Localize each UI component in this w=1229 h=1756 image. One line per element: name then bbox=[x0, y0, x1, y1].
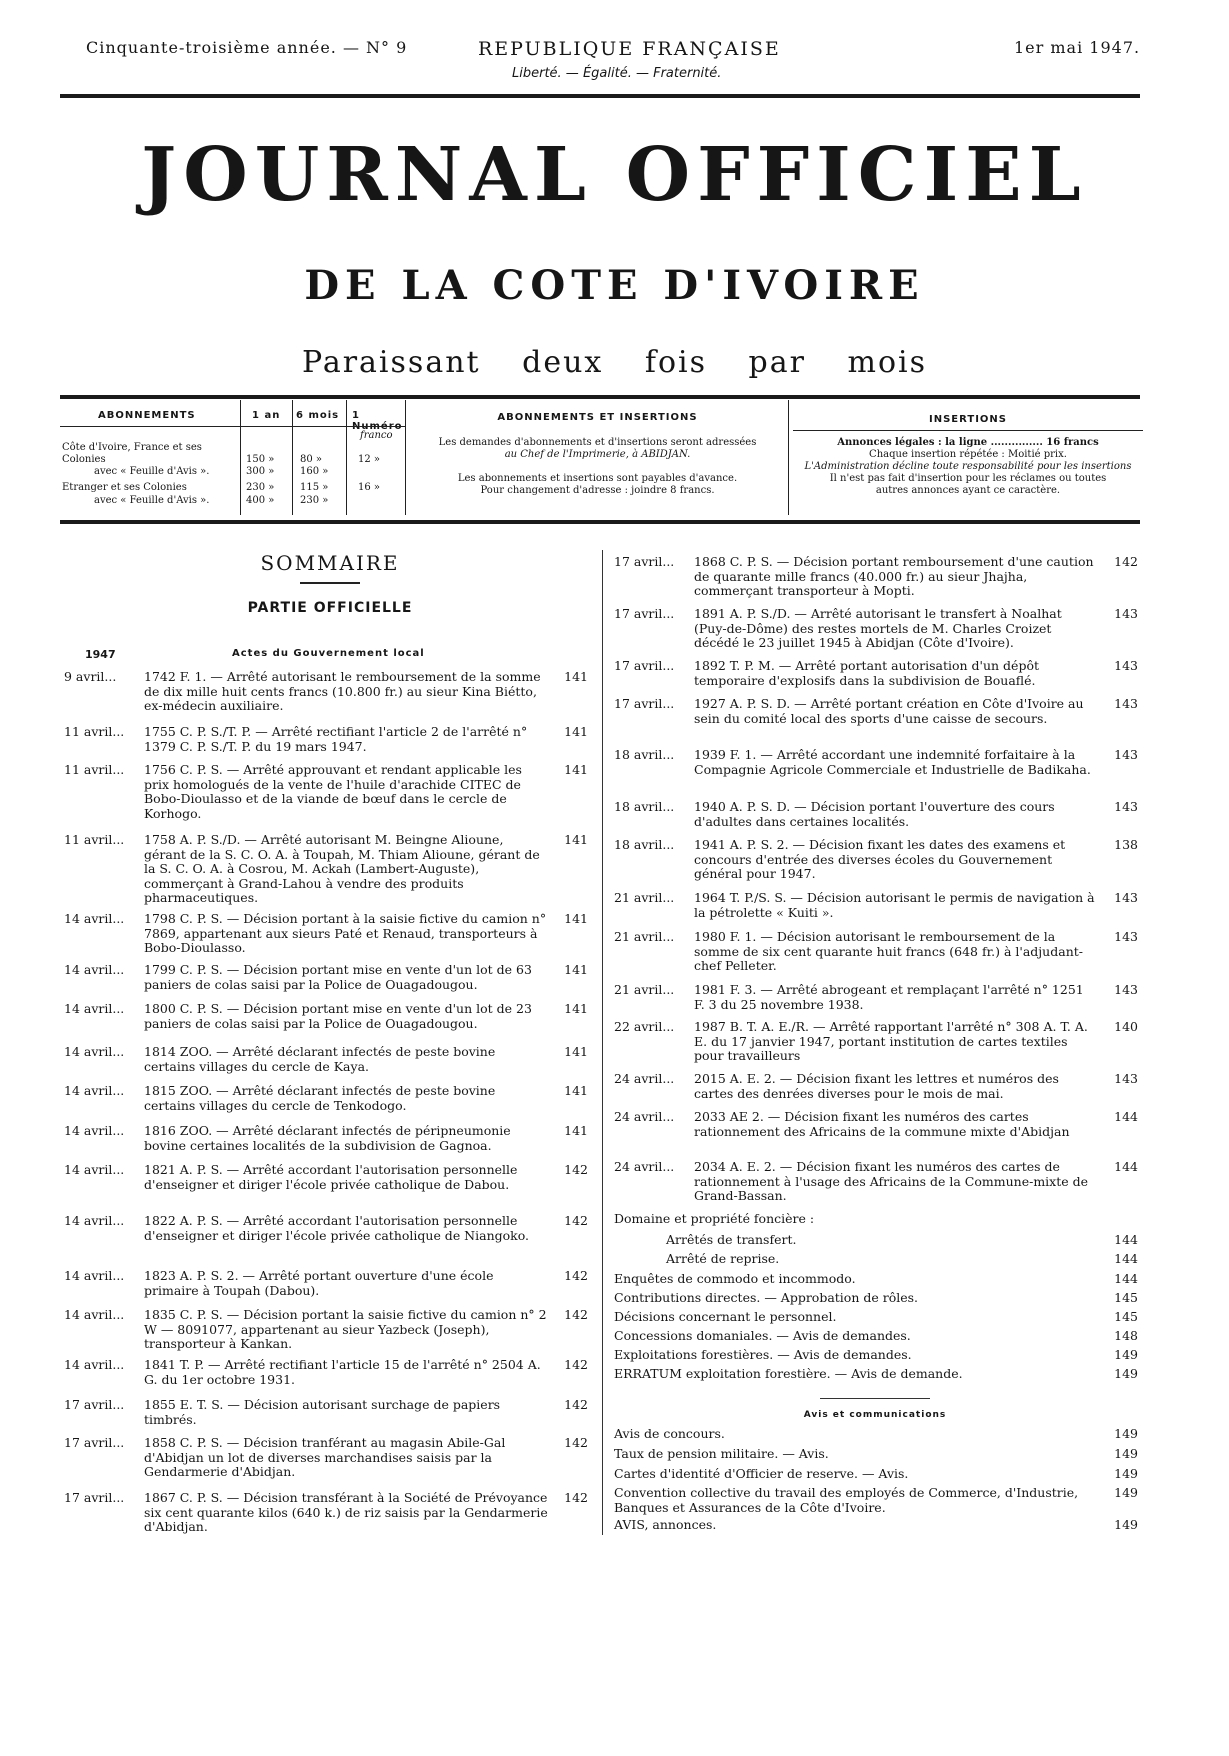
entry-text: 1798 C. P. S. — Décision portant à la saisie fictive du camion n° 7869, appartenant aux sieurs Paté et Renaud, transporteurs à Bobo-Dioulasso. bbox=[144, 911, 547, 955]
entry-date: 9 avril... bbox=[64, 669, 117, 684]
abon-row-mois: 160 » bbox=[300, 466, 329, 477]
entry-page: 141 bbox=[564, 1123, 588, 1138]
entry-page: 143 bbox=[1114, 982, 1138, 997]
entry-date: 22 avril... bbox=[614, 1019, 675, 1034]
entry-text: 1758 A. P. S./D. — Arrêté autorisant M. Beingne Alioune, gérant de la S. C. O. A. à Toupah, M. Thiam Alioune, gérant de la S. C. O. A. à Cosrou, M. Ackah (Lambert-Auguste), commerçant à Grand-Lahou à vendre des produits pharmaceutiques. bbox=[144, 832, 540, 905]
entry-text: 1941 A. P. S. 2. — Décision fixant les dates des examens et concours d'entrée des diverses écoles du Gouvernement général pour 1947. bbox=[694, 837, 1066, 881]
box-divider-1 bbox=[405, 400, 406, 515]
col-6mois: 6 mois bbox=[296, 410, 340, 421]
entry-date: 11 avril... bbox=[64, 762, 125, 777]
entry-page: 142 bbox=[564, 1213, 588, 1228]
entry-text: 1799 C. P. S. — Décision portant mise en vente d'un lot de 63 paniers de colas saisi par la Police de Ouagadougou. bbox=[144, 962, 532, 992]
entry-date: 21 avril... bbox=[614, 890, 675, 905]
entry-date: 11 avril... bbox=[64, 832, 125, 847]
abon-row-mois: 80 » bbox=[300, 454, 323, 465]
entry-date: 17 avril... bbox=[614, 554, 675, 569]
entry-page: 143 bbox=[1114, 799, 1138, 814]
entry-date: 14 avril... bbox=[64, 1268, 125, 1283]
entry-text: 1980 F. 1. — Décision autorisant le remboursement de la somme de six cent quarante huit francs (648 fr.) à l'adjudant-chef Pelleter. bbox=[694, 929, 1083, 973]
misc-text: Concessions domaniales. — Avis de demandes. bbox=[614, 1328, 911, 1343]
col-sep-3 bbox=[346, 400, 347, 515]
insertions-panel bbox=[793, 400, 1143, 515]
entry-text: 1855 E. T. S. — Décision autorisant surchage de papiers timbrés. bbox=[144, 1397, 501, 1427]
entry-date: 17 avril... bbox=[64, 1435, 125, 1450]
avis-item bbox=[614, 1486, 1138, 1515]
misc-text: Exploitations forestières. — Avis de demandes. bbox=[614, 1347, 912, 1362]
entry-page: 142 bbox=[564, 1307, 588, 1322]
actes-heading: Actes du Gouvernement local bbox=[232, 648, 425, 659]
entry-text: 1756 C. P. S. — Arrêté approuvant et rendant applicable les prix homologués de la vente de l'huile d'arachide CITEC de Bobo-Dioulasso et de la viande de bœuf dans le cercle de Korhogo. bbox=[144, 762, 522, 821]
entry-page: 142 bbox=[564, 1397, 588, 1412]
entry-date: 14 avril... bbox=[64, 1213, 125, 1228]
misc-page: 145 bbox=[1114, 1290, 1138, 1305]
entry-date: 14 avril... bbox=[64, 1357, 125, 1372]
entry-text: 1841 T. P. — Arrêté rectifiant l'article 15 de l'arrêté n° 2504 A. G. du 1er octobre 1931. bbox=[144, 1357, 541, 1387]
abon-row-an: 150 » bbox=[246, 454, 275, 465]
abon-row-num: 16 » bbox=[358, 482, 381, 493]
entry-page: 143 bbox=[1114, 1071, 1138, 1086]
entry-text: 1822 A. P. S. — Arrêté accordant l'autorisation personnelle d'enseigner et diriger l'école privée catholique de Niangoko. bbox=[144, 1213, 530, 1243]
entry-page: 142 bbox=[564, 1162, 588, 1177]
toc-misc-item bbox=[614, 1291, 1138, 1306]
toc-misc-item bbox=[614, 1367, 1138, 1382]
entry-text: 1821 A. P. S. — Arrêté accordant l'autorisation personnelle d'enseigner et diriger l'école privée catholique de Dabou. bbox=[144, 1162, 518, 1192]
journal-subtitle: DE LA COTE D'IVOIRE bbox=[304, 262, 925, 309]
misc-page: 145 bbox=[1114, 1309, 1138, 1324]
entry-text: 1800 C. P. S. — Décision portant mise en vente d'un lot de 23 paniers de colas saisi par la Police de Ouagadougou. bbox=[144, 1001, 532, 1031]
abon-row-an: 300 » bbox=[246, 466, 275, 477]
insertions-line: Chaque insertion répétée : Moitié prix. bbox=[869, 449, 1067, 460]
entry-date: 14 avril... bbox=[64, 1001, 125, 1016]
partie-officielle-heading: PARTIE OFFICIELLE bbox=[247, 600, 413, 616]
entry-text: 1816 ZOO. — Arrêté déclarant infectés de péripneumonie bovine certaines localités de la subdivision de Gagnoa. bbox=[144, 1123, 511, 1153]
entry-text: 1858 C. P. S. — Décision tranférant au magasin Abile-Gal d'Abidjan un lot de diverses marchandises saisis par la Gendarmerie d'Abidjan. bbox=[144, 1435, 506, 1479]
entry-date: 14 avril... bbox=[64, 1083, 125, 1098]
column-divider bbox=[602, 550, 603, 1535]
entry-text: 1823 A. P. S. 2. — Arrêté portant ouverture d'une école primaire à Toupah (Dabou). bbox=[144, 1268, 494, 1298]
entry-date: 21 avril... bbox=[614, 929, 675, 944]
misc-page: 144 bbox=[1114, 1232, 1138, 1247]
avis-page: 149 bbox=[1114, 1485, 1138, 1500]
abon-insert-line: au Chef de l'Imprimerie, à ABIDJAN. bbox=[504, 449, 691, 460]
entry-page: 142 bbox=[1114, 554, 1138, 569]
republic-title: REPUBLIQUE FRANÇAISE bbox=[478, 38, 781, 60]
entry-text: 1814 ZOO. — Arrêté déclarant infectés de peste bovine certains villages du cercle de Kaya. bbox=[144, 1044, 496, 1074]
misc-text: Arrêtés de transfert. bbox=[666, 1232, 797, 1247]
issue-number: Cinquante-troisième année. — N° 9 bbox=[86, 38, 408, 57]
misc-page: 149 bbox=[1114, 1347, 1138, 1362]
abon-row-label: avec « Feuille d'Avis ». bbox=[94, 466, 210, 477]
entry-page: 141 bbox=[564, 1001, 588, 1016]
misc-page: 148 bbox=[1114, 1328, 1138, 1343]
misc-text: ERRATUM exploitation forestière. — Avis de demande. bbox=[614, 1366, 963, 1381]
entry-page: 141 bbox=[564, 1083, 588, 1098]
abon-row-an: 400 » bbox=[246, 495, 275, 506]
entry-page: 142 bbox=[564, 1490, 588, 1505]
entry-text: 1927 A. P. S. D. — Arrêté portant création en Côte d'Ivoire au sein du comité local des sports d'une caisse de secours. bbox=[694, 696, 1084, 726]
abonnements-heading: ABONNEMENTS bbox=[98, 410, 196, 421]
entry-date: 17 avril... bbox=[614, 606, 675, 621]
avis-heading: Avis et communications bbox=[803, 1410, 947, 1420]
entry-page: 143 bbox=[1114, 658, 1138, 673]
entry-date: 24 avril... bbox=[614, 1109, 675, 1124]
insertions-divider bbox=[793, 430, 1143, 431]
entry-page: 141 bbox=[564, 911, 588, 926]
box-bottom-rule bbox=[60, 520, 1140, 524]
abon-row-label: Etranger et ses Colonies bbox=[62, 482, 187, 493]
issue-date: 1er mai 1947. bbox=[1014, 38, 1141, 57]
avis-text: Cartes d'identité d'Officier de reserve. — Avis. bbox=[614, 1466, 909, 1481]
misc-page: 144 bbox=[1114, 1251, 1138, 1266]
entry-page: 138 bbox=[1114, 837, 1138, 852]
avis-text: Avis de concours. bbox=[614, 1426, 725, 1441]
entry-date: 14 avril... bbox=[64, 1162, 125, 1177]
entry-text: 1939 F. 1. — Arrêté accordant une indemnité forfaitaire à la Compagnie Agricole Commerciale et Industrielle de Badikaha. bbox=[694, 747, 1091, 777]
entry-page: 141 bbox=[564, 832, 588, 847]
entry-date: 24 avril... bbox=[614, 1159, 675, 1174]
abon-divider bbox=[60, 426, 405, 427]
avis-page: 149 bbox=[1114, 1466, 1138, 1481]
entry-text: 2033 AE 2. — Décision fixant les numéros des cartes rationnement des Africains de la commune mixte d'Abidjan bbox=[694, 1109, 1070, 1139]
entry-page: 144 bbox=[1114, 1159, 1138, 1174]
insertions-heading: INSERTIONS bbox=[929, 414, 1007, 425]
entry-date: 24 avril... bbox=[614, 1071, 675, 1086]
misc-text: Décisions concernant le personnel. bbox=[614, 1309, 837, 1324]
entry-page: 141 bbox=[564, 962, 588, 977]
entry-date: 14 avril... bbox=[64, 1123, 125, 1138]
toc-misc-item bbox=[666, 1252, 1138, 1267]
col-numero: 1 bbox=[352, 410, 360, 421]
entry-page: 140 bbox=[1114, 1019, 1138, 1034]
journal-title: JOURNAL OFFICIEL bbox=[141, 132, 1088, 218]
entry-text: 1940 A. P. S. D. — Décision portant l'ouverture des cours d'adultes dans certaines localités. bbox=[694, 799, 1055, 829]
misc-text: Contributions directes. — Approbation de rôles. bbox=[614, 1290, 919, 1305]
avis-item bbox=[614, 1467, 1138, 1482]
toc-misc-item bbox=[614, 1212, 1138, 1227]
abon-row-mois: 115 » bbox=[300, 482, 329, 493]
abon-row-num: 12 » bbox=[358, 454, 381, 465]
entry-text: 1815 ZOO. — Arrêté déclarant infectés de peste bovine certains villages du cercle de Tenkodogo. bbox=[144, 1083, 496, 1113]
entry-page: 141 bbox=[564, 669, 588, 684]
abon-row-label: avec « Feuille d'Avis ». bbox=[94, 495, 210, 506]
toc-misc-item bbox=[666, 1233, 1138, 1248]
avis-page: 149 bbox=[1114, 1446, 1138, 1461]
col-sep-1 bbox=[240, 400, 241, 515]
entry-page: 143 bbox=[1114, 929, 1138, 944]
abon-insert-line: Pour changement d'adresse : joindre 8 francs. bbox=[480, 485, 715, 496]
entry-date: 21 avril... bbox=[614, 982, 675, 997]
entry-date: 18 avril... bbox=[614, 837, 675, 852]
toc-misc-item bbox=[614, 1348, 1138, 1363]
entry-page: 144 bbox=[1114, 1109, 1138, 1124]
entry-page: 142 bbox=[564, 1435, 588, 1450]
entry-date: 17 avril... bbox=[64, 1490, 125, 1505]
abon-row-label: Côte d'Ivoire, France et ses Colonies bbox=[62, 442, 202, 465]
entry-date: 14 avril... bbox=[64, 1044, 125, 1059]
avis-rule bbox=[820, 1398, 930, 1399]
entry-date: 17 avril... bbox=[614, 696, 675, 711]
entry-date: 14 avril... bbox=[64, 911, 125, 926]
entry-text: 1867 C. P. S. — Décision transférant à la Société de Prévoyance six cent quarante kilos (640 k.) de riz saisis par la Gendarmerie d'Abidjan. bbox=[144, 1490, 548, 1534]
insertions-line: autres annonces ayant ce caractère. bbox=[875, 485, 1061, 496]
toc-misc-item bbox=[614, 1272, 1138, 1287]
entry-text: 2015 A. E. 2. — Décision fixant les lettres et numéros des cartes des denrées diverses pour le mois de mai. bbox=[694, 1071, 1059, 1101]
entry-text: 2034 A. E. 2. — Décision fixant les numéros des cartes de rationnement à l'usage des Africains de la Commune-mixte de Grand-Bassan. bbox=[694, 1159, 1089, 1203]
entry-page: 143 bbox=[1114, 747, 1138, 762]
entry-date: 17 avril... bbox=[64, 1397, 125, 1412]
col-1an: 1 an bbox=[252, 410, 281, 421]
year-heading: 1947 bbox=[85, 648, 116, 661]
box-top-rule bbox=[60, 395, 1140, 399]
entry-date: 14 avril... bbox=[64, 1307, 125, 1322]
abon-insert-line: Les demandes d'abonnements et d'insertions seront adressées bbox=[438, 437, 757, 448]
col-sep-2 bbox=[292, 400, 293, 515]
avis-item bbox=[614, 1518, 1138, 1533]
misc-page: 144 bbox=[1114, 1271, 1138, 1286]
abon-insert-line: Les abonnements et insertions sont payables d'avance. bbox=[457, 473, 738, 484]
entry-date: 14 avril... bbox=[64, 962, 125, 977]
avis-item bbox=[614, 1447, 1138, 1462]
abon-insert-panel bbox=[410, 400, 785, 515]
misc-text: Arrêté de reprise. bbox=[666, 1251, 780, 1266]
entry-page: 141 bbox=[564, 1044, 588, 1059]
entry-date: 18 avril... bbox=[614, 747, 675, 762]
avis-page: 149 bbox=[1114, 1517, 1138, 1532]
abon-row-an: 230 » bbox=[246, 482, 275, 493]
entry-text: 1755 C. P. S./T. P. — Arrêté rectifiant l'article 2 de l'arrêté n° 1379 C. P. S./T. P. du 19 mars 1947. bbox=[144, 724, 528, 754]
entry-page: 142 bbox=[564, 1357, 588, 1372]
entry-text: 1868 C. P. S. — Décision portant remboursement d'une caution de quarante mille francs (40.000 fr.) au sieur Jhajha, commerçant transporteur à Mopti. bbox=[694, 554, 1094, 598]
entry-page: 143 bbox=[1114, 606, 1138, 621]
franco-label: franco bbox=[360, 430, 393, 441]
top-rule bbox=[60, 94, 1140, 98]
entry-date: 11 avril... bbox=[64, 724, 125, 739]
misc-page: 149 bbox=[1114, 1366, 1138, 1381]
abonnements-table bbox=[60, 400, 405, 515]
motto: Liberté. — Égalité. — Fraternité. bbox=[512, 66, 722, 81]
entry-text: 1981 F. 3. — Arrêté abrogeant et remplaçant l'arrêté n° 1251 F. 3 du 25 novembre 1938. bbox=[694, 982, 1084, 1012]
entry-page: 141 bbox=[564, 724, 588, 739]
entry-date: 18 avril... bbox=[614, 799, 675, 814]
entry-text: 1742 F. 1. — Arrêté autorisant le remboursement de la somme de dix mille huit cents francs (10.800 fr.) au sieur Kina Biétto, ex-médecin auxiliaire. bbox=[144, 669, 541, 713]
insertions-line: L'Administration décline toute responsabilité pour les insertions bbox=[804, 461, 1132, 472]
abon-insert-heading: ABONNEMENTS ET INSERTIONS bbox=[497, 412, 698, 423]
entry-text: 1987 B. T. A. E./R. — Arrêté rapportant l'arrêté n° 308 A. T. A. E. du 17 janvier 1947, portant institution de cartes textiles pour travailleurs bbox=[694, 1019, 1088, 1063]
entry-text: 1891 A. P. S./D. — Arrêté autorisant le transfert à Noalhat (Puy-de-Dôme) des restes mortels de M. Charles Croizet décédé le 23 juillet 1945 à Abidjan (Côte d'Ivoire). bbox=[694, 606, 1062, 650]
entry-page: 141 bbox=[564, 762, 588, 777]
toc-misc-item bbox=[614, 1329, 1138, 1344]
avis-text: Taux de pension militaire. — Avis. bbox=[614, 1446, 829, 1461]
box-divider-2 bbox=[788, 400, 789, 515]
insertions-line: Annonces légales : la ligne ............... 16 francs bbox=[837, 437, 1099, 448]
avis-text: Convention collective du travail des employés de Commerce, d'Industrie, Banques et Assurances de la Côte d'Ivoire. bbox=[614, 1485, 1079, 1515]
entry-text: 1964 T. P./S. S. — Décision autorisant le permis de navigation à la pétrolette « Kuiti ». bbox=[694, 890, 1095, 920]
toc-misc-item bbox=[614, 1310, 1138, 1325]
avis-item bbox=[614, 1427, 1138, 1442]
entry-page: 142 bbox=[564, 1268, 588, 1283]
misc-text: Domaine et propriété foncière : bbox=[614, 1211, 815, 1226]
avis-page: 149 bbox=[1114, 1426, 1138, 1441]
abon-row-mois: 230 » bbox=[300, 495, 329, 506]
entry-page: 143 bbox=[1114, 890, 1138, 905]
misc-text: Enquêtes de commodo et incommodo. bbox=[614, 1271, 856, 1286]
sommaire-ornament bbox=[300, 582, 360, 584]
sommaire-title: SOMMAIRE bbox=[260, 551, 400, 575]
insertions-line: Il n'est pas fait d'insertion pour les réclames ou toutes bbox=[829, 473, 1107, 484]
entry-date: 17 avril... bbox=[614, 658, 675, 673]
entry-text: 1835 C. P. S. — Décision portant la saisie fictive du camion n° 2 W — 8091077, appartenant au sieur Yazbeck (Joseph), transporteur à Kankan. bbox=[144, 1307, 547, 1351]
avis-text: AVIS, annonces. bbox=[614, 1517, 717, 1532]
entry-page: 143 bbox=[1114, 696, 1138, 711]
publication-frequency: Paraissant deux fois par mois bbox=[301, 345, 928, 380]
entry-text: 1892 T. P. M. — Arrêté portant autorisation d'un dépôt temporaire d'explosifs dans la subdivision de Bouaflé. bbox=[694, 658, 1039, 688]
